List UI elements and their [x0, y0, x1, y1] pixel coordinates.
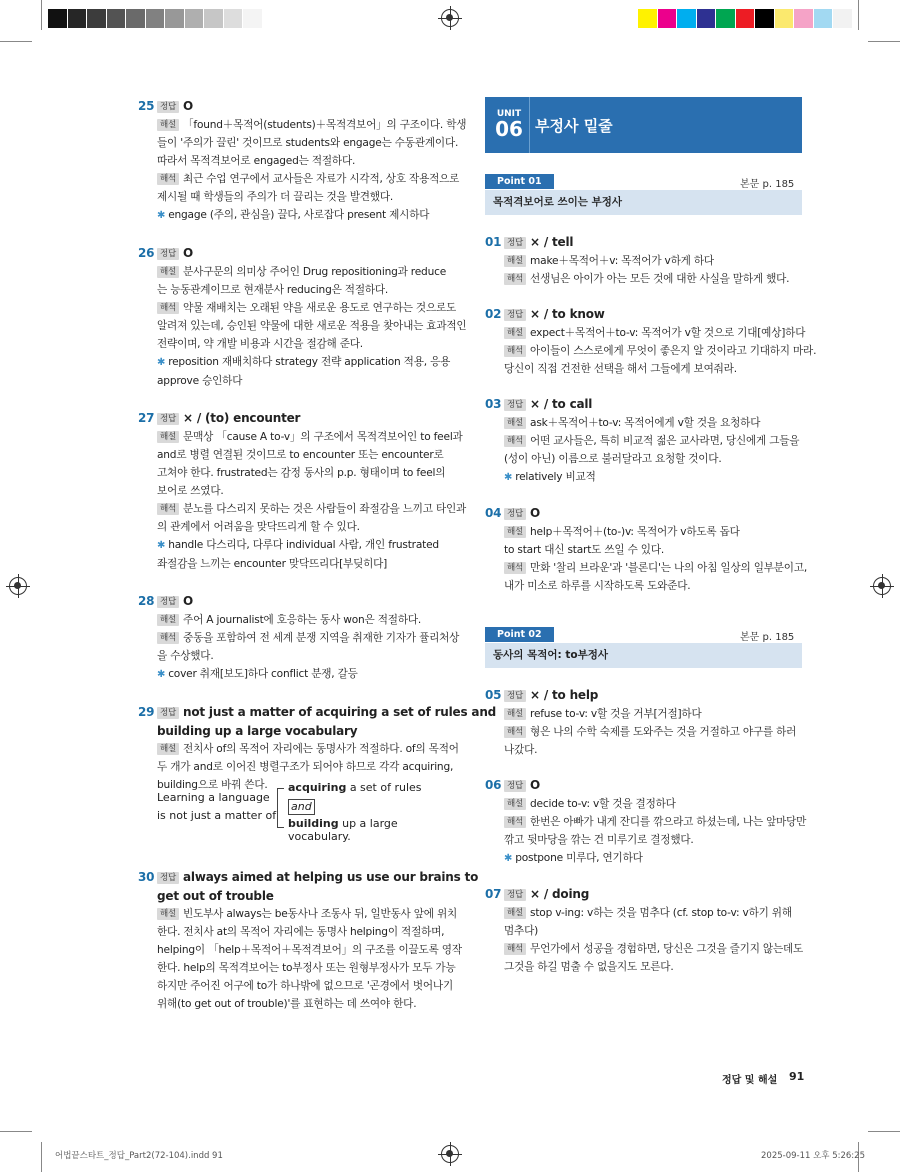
answer-tag: 정답 [157, 596, 179, 608]
line-text: to start 대신 start도 쓰일 수 있다. [504, 544, 665, 556]
label-tag: 해설 [504, 327, 526, 339]
answer-tag: 정답 [504, 780, 526, 792]
color-swatch [204, 9, 224, 28]
label-tag: 해설 [504, 708, 526, 720]
vocabulary-line [485, 849, 802, 868]
explanation-line [138, 611, 456, 629]
line-text: 최근 수업 연구에서 교사들은 자료가 시각적, 상호 작용적으로 [183, 173, 460, 185]
answer-item [138, 97, 467, 225]
answer-header [485, 776, 802, 795]
explanation-line [485, 252, 802, 270]
explanation-line [485, 414, 802, 432]
label-tag: 해석 [504, 943, 526, 955]
explanation-line [138, 740, 459, 758]
line-text: 한번은 아빠가 내게 잔디를 깎으라고 하셨는데, 나는 앞마당만 [530, 816, 807, 828]
color-swatch [68, 9, 88, 28]
color-swatch [126, 9, 146, 28]
answer-tag: 정답 [157, 707, 179, 719]
explanation-line [138, 152, 456, 170]
line-text: make＋목적어＋v: 목적어가 v하게 하다 [530, 255, 714, 267]
answer-text: × / tell [530, 235, 574, 249]
explanation-line [138, 188, 456, 206]
diagram-option-bottom [288, 817, 457, 843]
label-tag: 해석 [504, 345, 526, 357]
line-text: 위해(to get out of trouble)'를 표현하는 데 쓰여야 한다. [157, 998, 417, 1010]
explanation-line [485, 450, 802, 468]
label-tag: 해석 [504, 273, 526, 285]
unit-number: 06 [495, 117, 523, 141]
line-text: 전략이며, 약 개발 비용과 시간을 절감해 준다. [157, 338, 363, 350]
point-02-tab: Point 02 [485, 627, 554, 642]
explanation-line [138, 428, 463, 446]
line-text: 빈도부사 always는 be동사나 조동사 뒤, 일반동사 앞에 위치 [183, 908, 458, 920]
answer-text: O [183, 99, 194, 113]
diagram-option-top [288, 781, 422, 794]
line-text: 전치사 of의 목적어 자리에는 동명사가 적절하다. of의 목적어 [183, 743, 459, 755]
color-swatch [716, 9, 736, 28]
answer-header [485, 395, 802, 414]
answer-tag: 정답 [504, 690, 526, 702]
explanation-line [138, 281, 456, 299]
color-swatch [87, 9, 107, 28]
explanation-line [138, 555, 456, 573]
diagram-left-line-1: Learning a language [157, 791, 270, 804]
color-swatch [794, 9, 814, 28]
asterisk-icon: ✱ [504, 853, 513, 864]
answer-tag: 정답 [504, 237, 526, 249]
question-number: 03 [485, 397, 502, 411]
point-01-tab: Point 01 [485, 174, 554, 189]
answer-header [138, 703, 497, 722]
color-swatch [697, 9, 717, 28]
line-text: cover 취재[보도]하다 conflict 분쟁, 갈등 [168, 668, 358, 680]
answer-text: not just a matter of acquiring a set of rules and [183, 705, 497, 719]
color-swatch [185, 9, 205, 28]
line-text: 을 수상했다. [157, 650, 214, 662]
explanation-line [138, 446, 456, 464]
unit-label [493, 109, 525, 139]
line-text: help＋목적어＋(to-)v: 목적어가 v하도록 돕다 [530, 526, 740, 538]
answer-item [138, 868, 479, 1013]
answer-item [138, 244, 467, 390]
right-column-part-1 [485, 233, 817, 612]
label-tag: 해석 [504, 726, 526, 738]
answer-text: always aimed at helping us use our brains to [183, 870, 479, 884]
diagram-bottom-bold: building [288, 817, 339, 830]
slug-date: 2025-09-11 오후 5:26:25 [761, 1151, 865, 1161]
answer-text: × / (to) encounter [183, 411, 301, 425]
diagram-top-rest: a set of rules [346, 781, 422, 794]
point-01-title: 목적격보어로 쓰이는 부정사 [485, 190, 802, 215]
point-02-title: 동사의 목적어: to부정사 [485, 643, 802, 668]
line-text: decide to-v: v할 것을 결정하다 [530, 798, 676, 810]
answer-header [485, 504, 802, 523]
answer-text-continued: get out of trouble [157, 889, 274, 903]
question-number: 28 [138, 594, 155, 608]
line-text: postpone 미루다, 연기하다 [515, 852, 643, 864]
label-tag: 해설 [157, 431, 179, 443]
question-number: 30 [138, 870, 155, 884]
diagram-bottom-rest: up a large vocabulary. [288, 817, 398, 843]
line-text: 당신이 직접 건전한 선택을 해서 그들에게 보여줘라. [504, 363, 737, 375]
explanation-line [485, 922, 802, 940]
line-text: 들이 '주의가 끌린' 것이므로 students와 engage는 수동관계이다. [157, 137, 459, 149]
line-text: ask＋목적어＋to-v: 목적어에게 v할 것을 요청하다 [530, 417, 761, 429]
line-text: 한다. help의 목적격보어는 to부정사 또는 원형부정사가 모두 가능 [157, 962, 456, 974]
asterisk-icon: ✱ [157, 669, 166, 680]
label-tag: 해석 [504, 816, 526, 828]
explanation-line [485, 958, 802, 976]
question-number: 02 [485, 307, 502, 321]
parallel-structure-diagram [157, 779, 457, 843]
explanation-line [138, 629, 460, 647]
registration-mark-left [9, 577, 27, 595]
line-text: engage (주의, 관심을) 끌다, 사로잡다 present 제시하다 [168, 209, 430, 221]
line-text: and로 병렬 연결된 것이므로 to encounter 또는 encounter로 [157, 449, 444, 461]
answer-header [485, 305, 802, 324]
crop-mark [0, 41, 32, 42]
color-swatch [814, 9, 834, 28]
line-text: approve 승인하다 [157, 375, 243, 387]
grayscale-bar [48, 9, 263, 28]
asterisk-icon: ✱ [157, 210, 166, 221]
explanation-line [485, 342, 817, 360]
explanation-line [138, 518, 456, 536]
label-tag: 해설 [504, 417, 526, 429]
line-text: expect＋목적어＋to-v: 목적어가 v할 것으로 기대[예상]하다 [530, 327, 806, 339]
diagram-left-line-2: is not just a matter of [157, 809, 277, 822]
line-text: 는 능동관계이므로 현재분사 reducing은 적절하다. [157, 284, 389, 296]
asterisk-icon: ✱ [504, 472, 513, 483]
label-tag: 해석 [157, 173, 179, 185]
explanation-line [138, 317, 467, 335]
answer-header [138, 592, 456, 611]
color-bar [638, 9, 853, 28]
label-tag: 해설 [157, 614, 179, 626]
line-text: 내가 미소로 하루를 시작하도록 도와준다. [504, 580, 691, 592]
explanation-line [138, 170, 460, 188]
color-swatch [107, 9, 127, 28]
label-tag: 해설 [157, 266, 179, 278]
slug-file: 어법끝스타트_정답_Part2(72-104).indd 91 [55, 1151, 223, 1161]
answer-tag: 정답 [157, 413, 179, 425]
vocabulary-line [138, 536, 456, 555]
explanation-line [485, 559, 808, 577]
color-swatch [638, 9, 658, 28]
line-text: 좌절감을 느끼는 encounter 맞닥뜨리다[부딪히다] [157, 558, 388, 570]
line-text: refuse to-v: v할 것을 거부[거절]하다 [530, 708, 702, 720]
line-text: 분노를 다스리지 못하는 것은 사람들이 좌절감을 느끼고 타인과 [183, 503, 467, 515]
answer-item [485, 686, 802, 759]
line-text: 중동을 포함하여 전 세계 분쟁 지역을 취재한 기자가 퓰리처상 [183, 632, 460, 644]
crop-mark [868, 1131, 900, 1132]
explanation-line [485, 940, 802, 958]
line-text: reposition 재배치하다 strategy 전략 application 적용, 응용 [168, 356, 451, 368]
explanation-line [138, 959, 456, 977]
vocabulary-line [138, 353, 456, 372]
crop-mark [858, 0, 859, 30]
explanation-line [138, 335, 456, 353]
answer-header [485, 885, 802, 904]
line-text: 그것을 하길 멈출 수 없을지도 모른다. [504, 961, 674, 973]
diagram-connector: and [288, 799, 315, 815]
answer-header [485, 686, 802, 705]
vocabulary-line [485, 468, 802, 487]
line-text: 선생님은 아이가 아는 모든 것에 대한 사실을 말하게 했다. [530, 273, 790, 285]
explanation-line [138, 464, 456, 482]
line-text: 고쳐야 한다. frustrated는 감정 동사의 p.p. 형태이며 to feel의 [157, 467, 446, 479]
line-text: handle 다스리다, 다루다 individual 사람, 개인 frustrated [168, 539, 439, 551]
asterisk-icon: ✱ [157, 540, 166, 551]
answer-item [485, 305, 817, 378]
question-number: 29 [138, 705, 155, 719]
answer-item [485, 885, 802, 976]
answer-tag: 정답 [504, 889, 526, 901]
line-text: 나갔다. [504, 744, 538, 756]
label-tag: 해석 [504, 562, 526, 574]
explanation-line [485, 523, 802, 541]
explanation-line [485, 723, 802, 741]
crop-mark [41, 0, 42, 30]
line-text: 제시될 때 학생들의 주의가 더 끌리는 것을 발견했다. [157, 191, 394, 203]
label-tag: 해석 [157, 302, 179, 314]
line-text: 멈추다) [504, 925, 539, 937]
explanation-line [138, 372, 456, 390]
point-02-page-ref: 본문 p. 185 [740, 632, 795, 643]
label-tag: 해석 [504, 435, 526, 447]
line-text: 두 개가 and로 이어진 병렬구조가 되어야 하므로 각각 acquiring, [157, 761, 454, 773]
point-01-page-ref: 본문 p. 185 [740, 179, 795, 190]
answer-text: × / to know [530, 307, 605, 321]
color-swatch [755, 9, 775, 28]
explanation-line [138, 977, 456, 995]
registration-mark-top [441, 9, 459, 27]
explanation-line [138, 482, 456, 500]
color-swatch [833, 9, 853, 28]
answer-text: O [530, 506, 541, 520]
line-text: 어떤 교사들은, 특히 비교적 젊은 교사라면, 당신에게 그들을 [530, 435, 800, 447]
line-text: 「found＋목적어(students)＋목적격보어」의 구조이다. 학생 [183, 119, 467, 131]
answer-text: × / doing [530, 887, 590, 901]
asterisk-icon: ✱ [157, 357, 166, 368]
diagram-top-bold: acquiring [288, 781, 347, 794]
answer-header [138, 868, 479, 887]
line-text: 문맥상 「cause A to-v」의 구조에서 목적격보어인 to feel과 [183, 431, 463, 443]
explanation-line [485, 360, 802, 378]
explanation-line [138, 299, 456, 317]
line-text: 알려져 있는데, 승인된 약물에 대한 새로운 적용을 찾아내는 효과적인 [157, 320, 467, 332]
answer-header [138, 244, 456, 263]
line-text: (성이 아닌) 이름으로 불러달라고 요청할 것이다. [504, 453, 722, 465]
explanation-line [138, 905, 456, 923]
answer-item [485, 395, 802, 487]
answer-item [138, 592, 460, 684]
label-tag: 해설 [504, 526, 526, 538]
question-number: 05 [485, 688, 502, 702]
answer-item [485, 233, 802, 288]
explanation-line [485, 831, 802, 849]
crop-mark [0, 1131, 32, 1132]
explanation-line [485, 577, 802, 595]
label-tag: 해설 [157, 119, 179, 131]
label-tag: 해석 [157, 632, 179, 644]
line-text: 따라서 목적격보어로 engaged는 적절하다. [157, 155, 356, 167]
answer-header [138, 97, 456, 116]
explanation-line [485, 741, 802, 759]
color-swatch [146, 9, 166, 28]
answer-text: O [183, 246, 194, 260]
explanation-line [138, 941, 462, 959]
line-text: 만화 '찰리 브라운'과 '블론디'는 나의 아침 일상의 일부분이고, [530, 562, 808, 574]
color-swatch [224, 9, 244, 28]
label-tag: 해석 [157, 503, 179, 515]
label-tag: 해설 [504, 798, 526, 810]
line-text: 깎고 뒷마당을 깎는 건 미루기로 결정했다. [504, 834, 694, 846]
registration-mark-bottom [441, 1145, 459, 1163]
question-number: 04 [485, 506, 502, 520]
answer-header [485, 233, 802, 252]
answer-item [138, 409, 467, 573]
line-text: 보어로 쓰였다. [157, 485, 224, 497]
footer-section: 정답 및 해설 [722, 1075, 778, 1086]
answer-item [485, 776, 807, 868]
explanation-line [485, 904, 802, 922]
answer-tag: 정답 [504, 309, 526, 321]
color-swatch [775, 9, 795, 28]
color-swatch [48, 9, 68, 28]
answer-tag: 정답 [157, 101, 179, 113]
answer-tag: 정답 [504, 399, 526, 411]
question-number: 01 [485, 235, 502, 249]
line-text: relatively 비교적 [515, 471, 596, 483]
explanation-line [485, 813, 807, 831]
answer-text: O [530, 778, 541, 792]
answer-text: × / to call [530, 397, 593, 411]
color-swatch [658, 9, 678, 28]
question-number: 07 [485, 887, 502, 901]
unit-header [485, 97, 802, 153]
explanation-line [138, 995, 456, 1013]
explanation-line [138, 263, 456, 281]
page-number: 91 [789, 1070, 805, 1083]
line-text: 형은 나의 수학 숙제를 도와주는 것을 거절하고 야구를 하러 [530, 726, 797, 738]
crop-mark [41, 1142, 42, 1172]
color-swatch [165, 9, 185, 28]
answer-item [485, 504, 808, 595]
line-text: 한다. 전치사 at의 목적어 자리에는 동명사 helping이 적절하며, [157, 926, 445, 938]
unit-word: UNIT [496, 109, 522, 119]
explanation-line [138, 116, 467, 134]
answer-header [138, 409, 456, 428]
explanation-line [485, 795, 802, 813]
line-text: stop v-ing: v하는 것을 멈추다 (cf. stop to-v: v하기 위해 [530, 907, 792, 919]
line-text: 하지만 주어진 어구에 to가 하나밖에 없으므로 '곤경에서 벗어나기 [157, 980, 453, 992]
answer-text-continued: building up a large vocabulary [157, 724, 358, 738]
vocabulary-line [138, 665, 456, 684]
line-text: 아이들이 스스로에게 무엇이 좋은지 알 것이라고 기대하지 마라. [530, 345, 817, 357]
explanation-line [138, 923, 456, 941]
explanation-line [485, 705, 802, 723]
explanation-line [138, 758, 456, 776]
line-text: 약물 재배치는 오래된 약을 새로운 용도로 연구하는 것으로도 [183, 302, 457, 314]
diagram-bracket [277, 788, 284, 828]
unit-divider [529, 97, 530, 153]
question-number: 26 [138, 246, 155, 260]
line-text: building으로 바꿔 쓴다. [157, 779, 268, 791]
line-text: 의 관계에서 어려움을 맞닥뜨리게 할 수 있다. [157, 521, 360, 533]
label-tag: 해설 [504, 255, 526, 267]
explanation-line [138, 647, 456, 665]
crop-mark [868, 41, 900, 42]
line-text: 무언가에서 성공을 경험하면, 당신은 그것을 즐기지 않는데도 [530, 943, 804, 955]
answer-tag: 정답 [157, 248, 179, 260]
line-text: 주어 A journalist에 호응하는 동사 won은 적절하다. [183, 614, 422, 626]
line-text: 분사구문의 의미상 주어인 Drug repositioning과 reduce [183, 266, 447, 278]
registration-mark-right [873, 577, 891, 595]
explanation-line [485, 324, 806, 342]
explanation-line [485, 432, 802, 450]
unit-title: 부정사 밑줄 [535, 117, 613, 135]
explanation-line [138, 134, 459, 152]
question-number: 27 [138, 411, 155, 425]
label-tag: 해설 [504, 907, 526, 919]
line-text: helping이 「help＋목적어＋목적격보어」의 구조를 이끌도록 영작 [157, 944, 462, 956]
explanation-line [485, 270, 802, 288]
answer-text: O [183, 594, 194, 608]
explanation-line [485, 541, 802, 559]
vocabulary-line [138, 206, 456, 225]
answer-text: × / to help [530, 688, 599, 702]
explanation-line [138, 500, 467, 518]
answer-tag: 정답 [157, 872, 179, 884]
right-column-part-2 [485, 686, 807, 993]
color-swatch [736, 9, 756, 28]
answer-tag: 정답 [504, 508, 526, 520]
color-swatch [243, 9, 263, 28]
label-tag: 해설 [157, 743, 179, 755]
question-number: 06 [485, 778, 502, 792]
color-swatch [677, 9, 697, 28]
label-tag: 해설 [157, 908, 179, 920]
question-number: 25 [138, 99, 155, 113]
